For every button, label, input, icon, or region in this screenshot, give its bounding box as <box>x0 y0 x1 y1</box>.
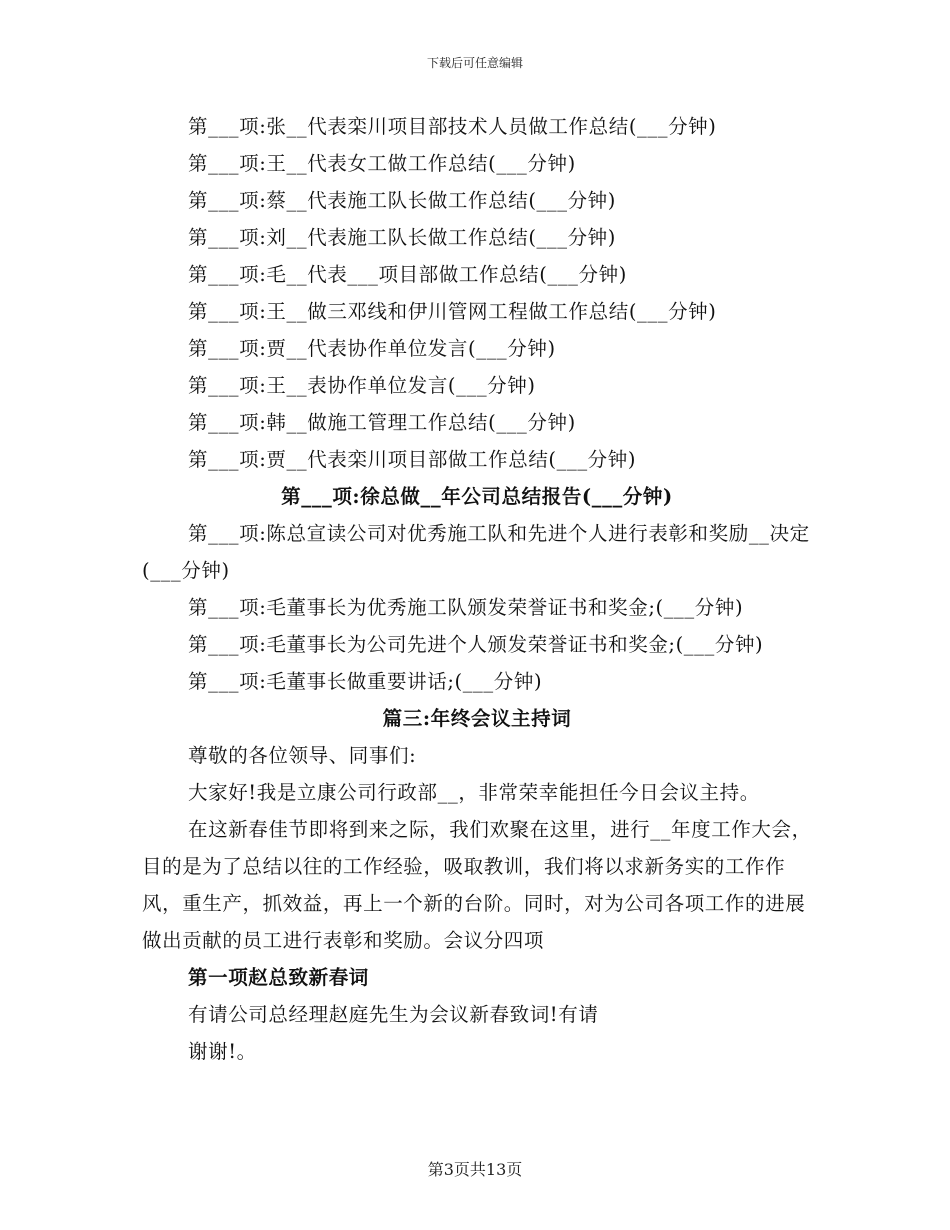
agenda-item: 第___项:蔡__代表施工队长做工作总结(___分钟) <box>188 189 616 212</box>
body-paragraph: 在这新春佳节即将到来之际，我们欢聚在这里，进行__年度工作大会，目的是为了总结以往的工作经验，吸取教训，我们将以求新务实的工作作风，重生产，抓效益，再上一个新的台阶。同时，对为公司各项工作的进展做出贡献的员工进行表彰和奖励。会议分四项 <box>142 818 812 952</box>
page-header: 下载后可任意编辑 <box>426 56 523 70</box>
agenda-item: 第___项:张__代表栾川项目部技术人员做工作总结(___分钟) <box>188 115 717 138</box>
page-footer: 第3页共13页 <box>427 1160 523 1179</box>
agenda-item: 第___项:王__代表女工做工作总结(___分钟) <box>188 152 576 175</box>
agenda-item-bold: 第___项:徐总做__年公司总结报告(___分钟) <box>281 485 673 508</box>
item-heading: 第一项赵总致新春词 <box>188 966 369 989</box>
document-body <box>142 108 812 1070</box>
section-heading: 篇三:年终会议主持词 <box>382 707 572 730</box>
agenda-item: 第___项:贾__代表栾川项目部做工作总结(___分钟) <box>188 448 637 471</box>
salutation: 尊敬的各位领导、同事们: <box>188 744 417 767</box>
agenda-item: 第___项:毛董事长为优秀施工队颁发荣誉证书和奖金;(___分钟) <box>188 596 744 619</box>
agenda-item: 第___项:王__做三邓线和伊川管网工程做工作总结(___分钟) <box>188 300 717 323</box>
invitation-line: 有请公司总经理赵庭先生为会议新春致词!有请 <box>188 1003 599 1026</box>
agenda-item: 第___项:毛董事长做重要讲话;(___分钟) <box>188 670 543 693</box>
agenda-item: 第___项:毛董事长为公司先进个人颁发荣誉证书和奖金;(___分钟) <box>188 633 764 656</box>
intro-paragraph: 大家好!我是立康公司行政部__，非常荣幸能担任今日会议主持。 <box>188 781 760 804</box>
agenda-item: 第___项:韩__做施工管理工作总结(___分钟) <box>188 411 576 434</box>
agenda-item: 第___项:王__表协作单位发言(___分钟) <box>188 374 536 397</box>
thanks-line: 谢谢!。 <box>188 1040 257 1063</box>
agenda-item: 第___项:贾__代表协作单位发言(___分钟) <box>188 337 556 360</box>
agenda-item: 第___项:陈总宣读公司对优秀施工队和先进个人进行表彰和奖励__决定(___分钟) <box>142 522 810 582</box>
agenda-item: 第___项:毛__代表___项目部做工作总结(___分钟) <box>188 263 627 286</box>
agenda-item: 第___项:刘__代表施工队长做工作总结(___分钟) <box>188 226 616 249</box>
